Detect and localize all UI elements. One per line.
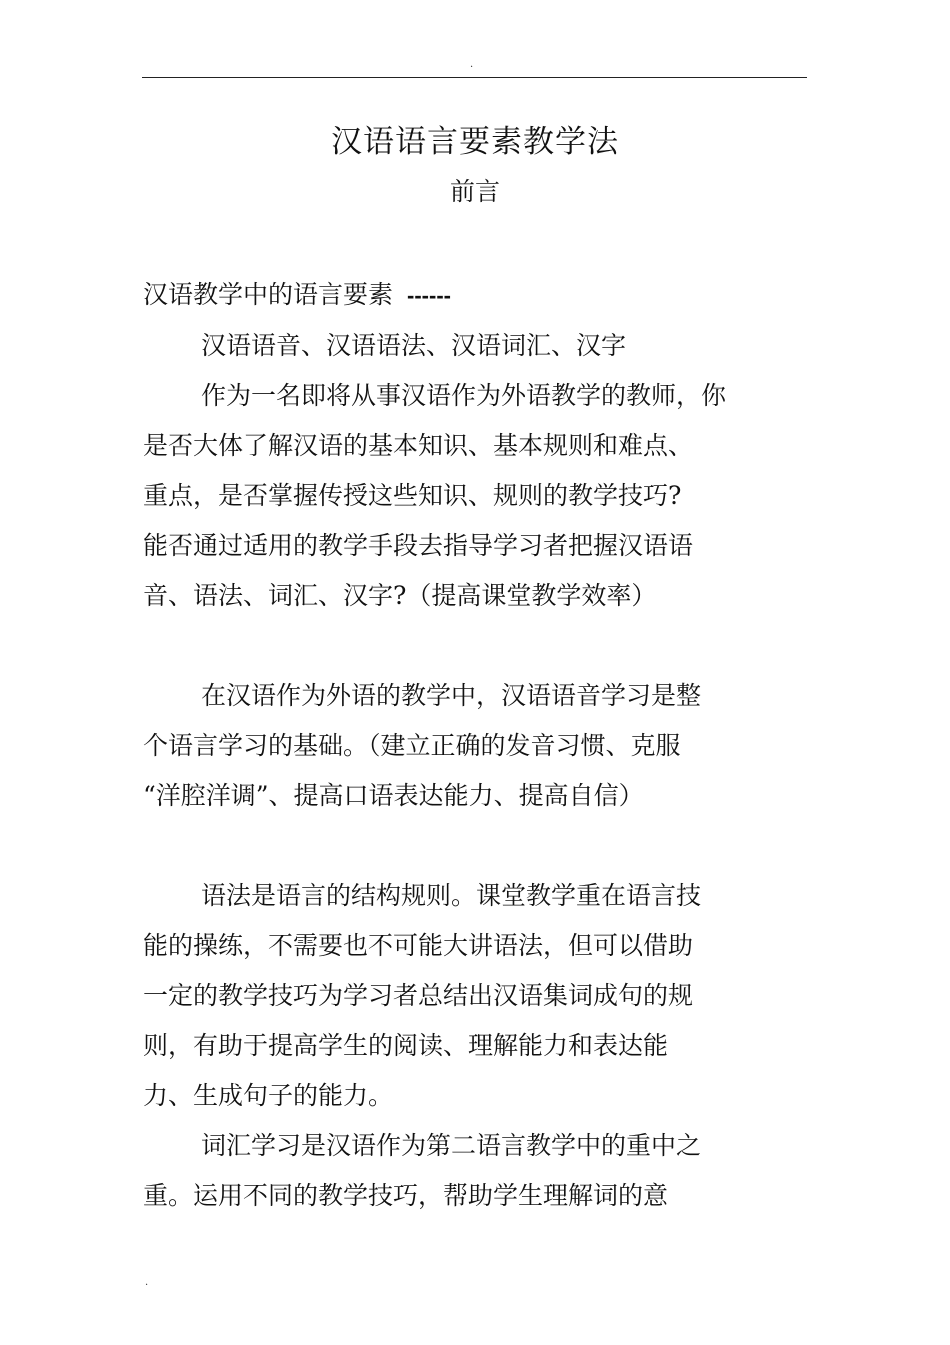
body-line: 个语言学习的基础。（建立正确的发音习惯、克服 — [143, 731, 681, 760]
body-line: “洋腔洋调”、提高口语表达能力、提高自信） — [143, 781, 644, 810]
paragraph-gap — [143, 621, 783, 671]
body-line: 作为一名即将从事汉语作为外语教学的教师，你 — [201, 381, 727, 410]
body-line: 能否通过适用的教学手段去指导学习者把握汉语语 — [143, 531, 694, 560]
document-body — [143, 270, 783, 1221]
paragraph-gap — [143, 821, 783, 871]
document-title: 汉语语言要素教学法 — [331, 124, 619, 160]
body-line: 汉语语音、汉语语法、汉语词汇、汉字 — [201, 331, 627, 360]
header-rule — [142, 77, 807, 78]
body-line: 重点，是否掌握传授这些知识、规则的教学技巧? — [143, 481, 682, 510]
heading-dashes: ------ — [407, 283, 451, 308]
body-line: 音、语法、词汇、汉字?（提高课堂教学效率） — [143, 581, 657, 610]
body-line: 力、生成句子的能力。 — [143, 1081, 394, 1110]
header-dot: . — [470, 59, 474, 70]
body-line — [143, 270, 783, 321]
body-line: 能的操练，不需要也不可能大讲语法，但可以借助 — [143, 931, 694, 960]
body-line: 在汉语作为外语的教学中，汉语语音学习是整 — [201, 681, 702, 710]
body-line: 是否大体了解汉语的基本知识、基本规则和难点、 — [143, 431, 694, 460]
body-line: 词汇学习是汉语作为第二语言教学中的重中之 — [201, 1131, 702, 1160]
elements-heading: 汉语教学中的语言要素 — [143, 280, 394, 309]
body-line: 重。运用不同的教学技巧，帮助学生理解词的意 — [143, 1181, 669, 1210]
body-line: 一定的教学技巧为学习者总结出汉语集词成句的规 — [143, 981, 694, 1010]
body-line: 语法是语言的结构规则。课堂教学重在语言技 — [201, 881, 702, 910]
footer-dot: . — [145, 1277, 149, 1288]
body-line: 则，有助于提高学生的阅读、理解能力和表达能 — [143, 1031, 669, 1060]
document-subtitle: 前言 — [449, 177, 500, 206]
